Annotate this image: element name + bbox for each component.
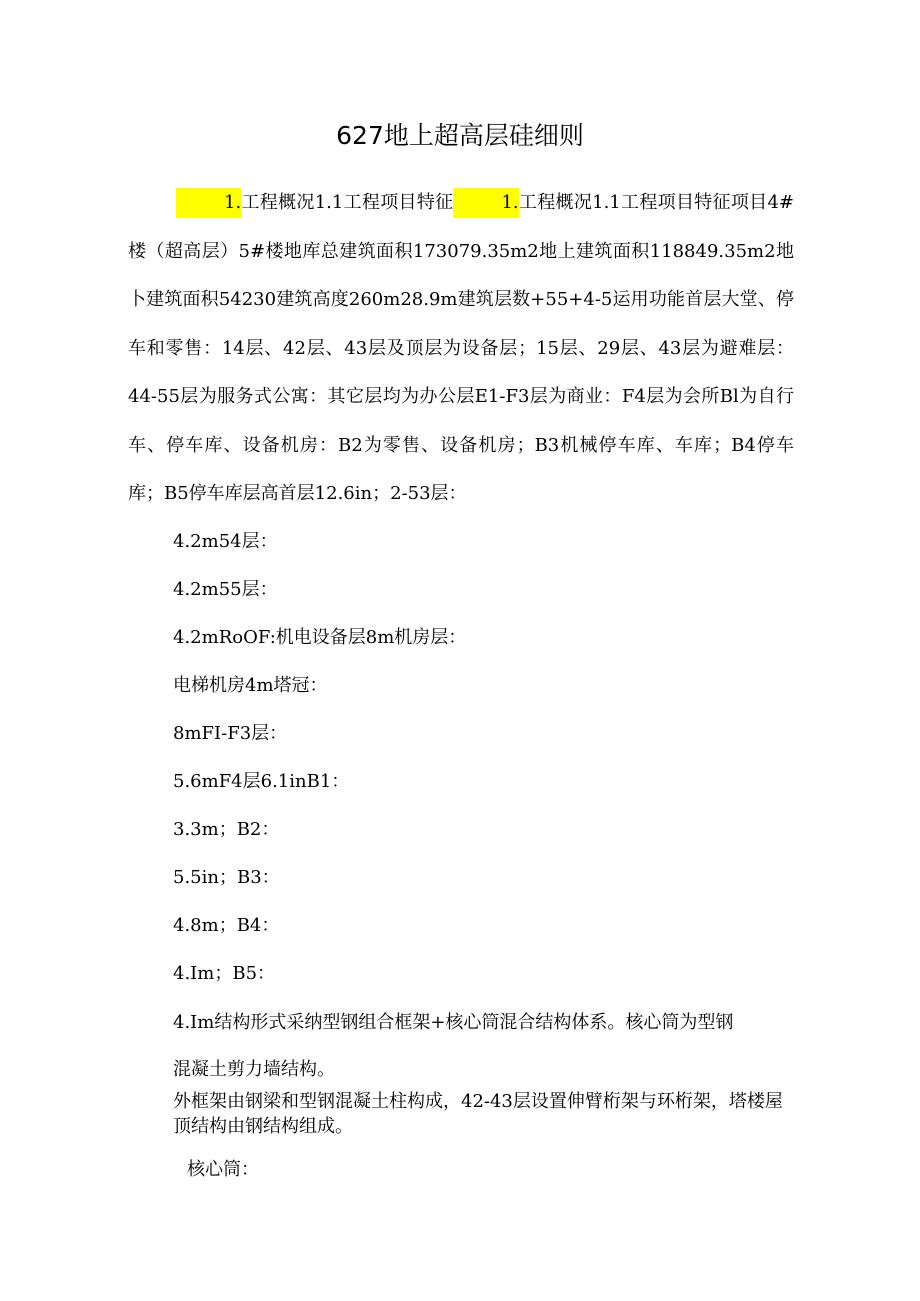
floor-height-line: 3.3m；B2： <box>173 819 280 840</box>
floor-height-line: 8mFI-F3层： <box>173 723 288 744</box>
highlight-marker-1: 1. <box>176 188 241 218</box>
overview-heading-b: 工程概况1.1工程项目特征项目4#楼（超高层）5#楼地库总建筑面积173079.35m2地上建筑面积118849.35m2地卜建筑面积54230建筑高度260m28.9m建筑层数+55+4-5运用功能首层大堂、停车和零售：14层、42层、43层及顶层为设备层；15层、29层、43层为避难层：44-55层为服务式公寓：其它层均为办公层E1-F3层为商业：F4层为会所Bl为自行车、停车库、设备机房：B2为零售、设备机房；B3机械停车库、车库；B4停车库；B5停车库层高首层12.6in；2-53层： <box>128 192 794 504</box>
highlight-marker-2: 1. <box>453 188 518 218</box>
floor-height-line: 4.Im；B5： <box>173 963 276 984</box>
outer-frame-paragraph: 外框架由钢梁和型钢混凝土柱构成，42-43层设置伸臂桁架与环桁架，塔楼屋顶结构由钢结构组成。 <box>173 1091 783 1137</box>
structure-form-line: 4.Im结构形式采纳型钢组合框架+核心筒混合结构体系。核心筒为型钢 <box>173 1012 734 1033</box>
core-tube-label: 核心筒： <box>187 1159 259 1180</box>
floor-height-line: 4.2m55层： <box>173 579 278 600</box>
floor-height-line: 4.2mRoOF:机电设备层8m机房层： <box>173 627 467 648</box>
floor-height-line: 电梯机房4m塔冠： <box>173 675 328 696</box>
floor-height-line: 4.2m54层： <box>173 531 278 552</box>
overview-heading-a: 工程概况1.1工程项目特征 <box>241 192 454 213</box>
floor-height-line: 5.6mF4层6.1inB1： <box>173 771 350 792</box>
floor-height-line: 5.5in；B3： <box>173 867 280 888</box>
page-title: 627地上超高层硅细则 <box>336 121 584 150</box>
project-overview-paragraph <box>128 179 794 519</box>
structure-form-line-2: 混凝土剪力墙结构。 <box>173 1059 335 1080</box>
floor-height-line: 4.8m；B4： <box>173 915 280 936</box>
